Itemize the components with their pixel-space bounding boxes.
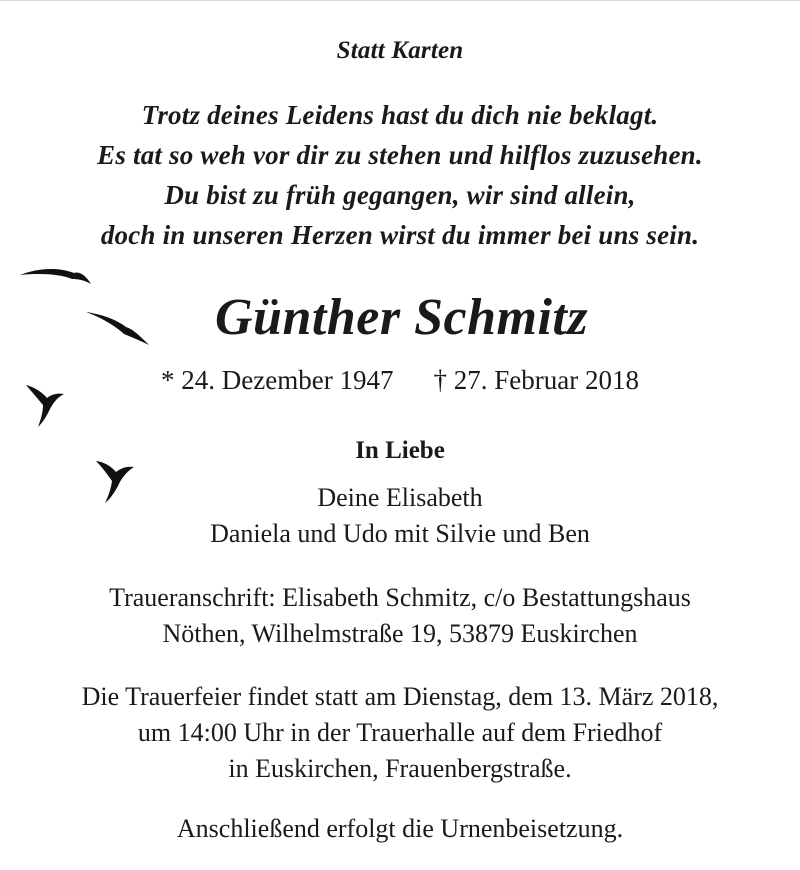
death-date: † 27. Februar 2018 [433, 365, 639, 395]
address-line-2: Nöthen, Wilhelmstraße 19, 53879 Euskirchen [162, 619, 638, 648]
birth-date: * 24. Dezember 1947 [161, 365, 394, 395]
final-note: Anschließend erfolgt die Urnenbeisetzung. [176, 814, 624, 843]
life-dates [0, 365, 800, 396]
deceased-name: Günther Schmitz [215, 289, 589, 346]
verse-line-3: Du bist zu früh gegangen, wir sind allein, [164, 180, 636, 210]
bird-icon [86, 312, 149, 345]
verse-line-1: Trotz deines Leidens hast du dich nie beklagt. [141, 100, 659, 130]
address-line-1: Traueranschrift: Elisabeth Schmitz, c/o Bestattungshaus [109, 583, 691, 612]
ceremony-line-3: in Euskirchen, Frauenbergstraße. [228, 754, 572, 783]
notice-header: Statt Karten [336, 37, 464, 64]
ceremony-line-2: um 14:00 Uhr in der Trauerhalle auf dem Friedhof [137, 718, 663, 747]
closing-heading: In Liebe [355, 437, 445, 464]
family-line-2: Daniela und Udo mit Silvie und Ben [210, 519, 590, 548]
ceremony-line-1: Die Trauerfeier findet statt am Dienstag, dem 13. März 2018, [81, 682, 719, 711]
verse-line-2: Es tat so weh vor dir zu stehen und hilflos zuzusehen. [97, 140, 703, 170]
family-line-1: Deine Elisabeth [317, 483, 483, 512]
verse-line-4: doch in unseren Herzen wirst du immer bei uns sein. [100, 220, 700, 250]
bird-icon [20, 269, 91, 284]
